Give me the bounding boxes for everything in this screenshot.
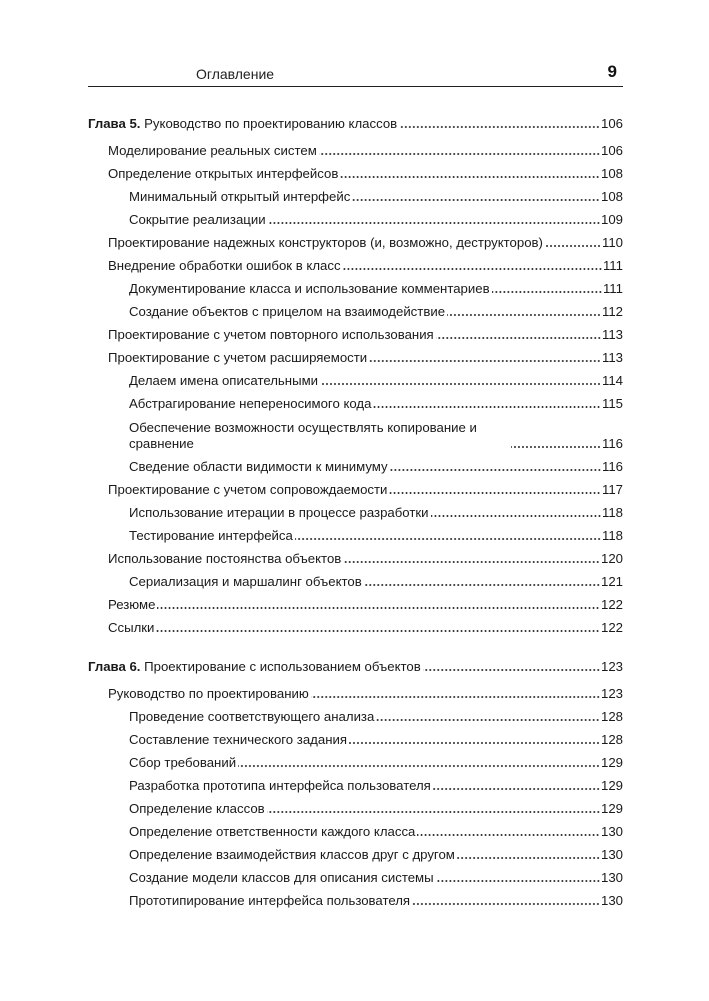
dot-leader <box>389 491 601 495</box>
toc-entry[interactable] <box>129 420 623 452</box>
toc-entry-title: Проведение соответствующего анализа <box>129 709 375 724</box>
toc-entry-title: Резюме <box>108 597 156 612</box>
toc-entry-title: Абстрагирование непереносимого кода <box>129 396 372 411</box>
toc-entry[interactable] <box>108 235 623 251</box>
dot-leader <box>545 244 601 248</box>
toc-entry[interactable] <box>129 824 623 840</box>
toc-entry-page: 106 <box>600 116 623 131</box>
toc-entry-title: Внедрение обработки ошибок в класс <box>108 258 341 273</box>
dot-leader <box>295 537 601 541</box>
toc-entry[interactable] <box>108 258 623 274</box>
toc-entry-page: 116 <box>601 436 623 451</box>
dot-leader <box>412 902 600 906</box>
toc-entry-title: Использование постоянства объектов <box>108 551 342 566</box>
toc-entry[interactable] <box>129 459 623 475</box>
dot-leader <box>268 221 600 225</box>
toc-entry[interactable] <box>129 528 623 544</box>
toc-entry-page: 120 <box>600 551 623 566</box>
dot-leader <box>340 175 600 179</box>
dot-leader <box>511 445 601 449</box>
toc-entry[interactable] <box>129 801 623 817</box>
toc-entry-page: 129 <box>600 778 623 793</box>
header-page-number: 9 <box>607 62 617 81</box>
toc-entry-title: Создание объектов с прицелом на взаимодействие <box>129 304 446 319</box>
dot-leader <box>457 856 600 860</box>
toc-entry-page: 113 <box>601 327 623 342</box>
toc-entry-page: 130 <box>600 824 623 839</box>
dot-leader <box>373 405 601 409</box>
toc-entry-page: 128 <box>600 732 623 747</box>
toc-entry-page: 115 <box>601 396 623 411</box>
toc-entry-page: 118 <box>601 528 623 543</box>
toc-entry-page: 130 <box>600 847 623 862</box>
toc-entry-page: 113 <box>601 350 623 365</box>
dot-leader <box>156 629 600 633</box>
toc-entry-title: Определение открытых интерфейсов <box>108 166 339 181</box>
dot-leader <box>364 583 600 587</box>
toc-entry[interactable] <box>108 686 623 702</box>
toc-entry-page: 122 <box>600 620 623 635</box>
toc-entry-page: 130 <box>600 870 623 885</box>
dot-leader <box>343 560 600 564</box>
toc-entry-page: 111 <box>602 281 623 296</box>
toc-entry[interactable] <box>108 166 623 182</box>
toc-entry[interactable] <box>129 373 623 389</box>
header-title: Оглавление <box>196 66 275 82</box>
dot-leader <box>436 879 600 883</box>
toc-entry[interactable] <box>129 304 623 320</box>
toc-entry[interactable] <box>129 281 623 297</box>
dot-leader <box>433 787 600 791</box>
toc-entry-page: 109 <box>600 212 623 227</box>
toc-entry-page: 110 <box>601 235 623 250</box>
toc-entry-title: Прототипирование интерфейса пользователя <box>129 893 411 908</box>
toc-entry-page: 122 <box>600 597 623 612</box>
toc-entry[interactable] <box>129 755 623 771</box>
toc-entry-title: Проектирование с учетом сопровождаемости <box>108 482 388 497</box>
dot-leader <box>423 668 600 672</box>
toc-entry-page: 112 <box>601 304 623 319</box>
dot-leader <box>352 198 600 202</box>
dot-leader <box>376 718 600 722</box>
toc-entry-page: 116 <box>601 459 623 474</box>
toc-entry[interactable] <box>129 212 623 228</box>
toc-entry-title: Сокрытие реализации <box>129 212 266 227</box>
toc-entry[interactable] <box>129 732 623 748</box>
toc-entry-page: 117 <box>601 482 623 497</box>
dot-leader <box>343 267 602 271</box>
toc-entry[interactable] <box>129 574 623 590</box>
toc-entry-page: 129 <box>600 801 623 816</box>
toc-entry[interactable] <box>129 893 623 909</box>
dot-leader <box>431 514 601 518</box>
toc-entry[interactable] <box>108 327 623 343</box>
toc-entry-title: Тестирование интерфейса <box>129 528 293 543</box>
toc-entry[interactable] <box>129 709 623 725</box>
toc-entry-page: 123 <box>600 659 623 674</box>
toc-entry-title: Составление технического задания <box>129 732 348 747</box>
toc-entry[interactable] <box>129 778 623 794</box>
toc-entry-title: Определение взаимодействия классов друг с другом <box>129 847 455 862</box>
toc-entry[interactable] <box>129 505 623 521</box>
dot-leader <box>267 810 600 814</box>
toc-entry-page: 114 <box>601 373 623 388</box>
toc-entry-chapter-5[interactable] <box>88 116 623 132</box>
toc-entry-page: 128 <box>600 709 623 724</box>
toc-entry-page: 108 <box>600 166 623 181</box>
toc-entry-title: Документирование класса и использование комментариев <box>129 281 490 296</box>
dot-leader <box>399 125 600 129</box>
dot-leader <box>447 313 601 317</box>
dot-leader <box>157 606 600 610</box>
dot-leader <box>369 359 601 363</box>
toc-entry[interactable] <box>108 350 623 366</box>
toc-entry-page: 111 <box>602 258 623 273</box>
toc-entry-title: Использование итерации в процессе разработки <box>129 505 429 520</box>
toc-entry-title: Делаем имена описательными <box>129 373 318 388</box>
toc-entry-page: 121 <box>600 574 623 589</box>
toc-entry-title: Сбор требований <box>129 755 237 770</box>
toc-entry-title: Сведение области видимости к минимуму <box>129 459 388 474</box>
toc-entry-title: Определение классов <box>129 801 265 816</box>
toc-entry-page: 108 <box>600 189 623 204</box>
toc-entry-title: Разработка прототипа интерфейса пользователя <box>129 778 431 793</box>
toc-entry-title: Руководство по проектированию <box>108 686 309 701</box>
toc-entry-title: Минимальный открытый интерфейс <box>129 189 351 204</box>
toc-entry-title: Ссылки <box>108 620 155 635</box>
toc-entry-page: 118 <box>601 505 623 520</box>
toc-entry-page: 129 <box>600 755 623 770</box>
toc-entry[interactable] <box>108 143 623 159</box>
toc-entry[interactable] <box>129 189 623 205</box>
dot-leader <box>492 290 602 294</box>
dot-leader <box>349 741 600 745</box>
toc-entry-title: Проектирование с использованием объектов <box>140 659 421 674</box>
dot-leader <box>238 764 600 768</box>
toc-entry[interactable] <box>129 396 623 412</box>
toc-entry-title: Определение ответственности каждого класса <box>129 824 416 839</box>
dot-leader <box>320 382 601 386</box>
chapter-label: Глава 6. <box>88 659 141 674</box>
dot-leader <box>319 152 600 156</box>
toc-entry-title: Сериализация и маршалинг объектов <box>129 574 362 589</box>
toc-entry-title: Обеспечение возможности осуществлять копирование и сравнение <box>129 420 477 451</box>
table-of-contents <box>88 0 623 1001</box>
toc-entry-title: Создание модели классов для описания системы <box>129 870 434 885</box>
toc-entry-page: 106 <box>600 143 623 158</box>
toc-entry[interactable] <box>108 620 623 636</box>
toc-entry-title: Проектирование с учетом повторного использования <box>108 327 434 342</box>
toc-entry[interactable] <box>129 870 623 886</box>
toc-entry-title: Проектирование с учетом расширяемости <box>108 350 368 365</box>
toc-entry-title: Моделирование реальных систем <box>108 143 317 158</box>
dot-leader <box>311 695 600 699</box>
toc-entry-title: Руководство по проектированию классов <box>140 116 398 131</box>
toc-entry-title: Проектирование надежных конструкторов (и, возможно, деструкторов) <box>108 235 543 250</box>
dot-leader <box>390 468 601 472</box>
toc-entry-page: 130 <box>600 893 623 908</box>
dot-leader <box>436 336 601 340</box>
toc-entry[interactable] <box>108 597 623 613</box>
toc-entry[interactable] <box>108 551 623 567</box>
dot-leader <box>417 833 600 837</box>
toc-entry-page: 123 <box>600 686 623 701</box>
toc-entry-chapter-6[interactable] <box>88 659 623 675</box>
chapter-label: Глава 5. <box>88 116 141 131</box>
toc-entry[interactable] <box>108 482 623 498</box>
toc-entry[interactable] <box>129 847 623 863</box>
